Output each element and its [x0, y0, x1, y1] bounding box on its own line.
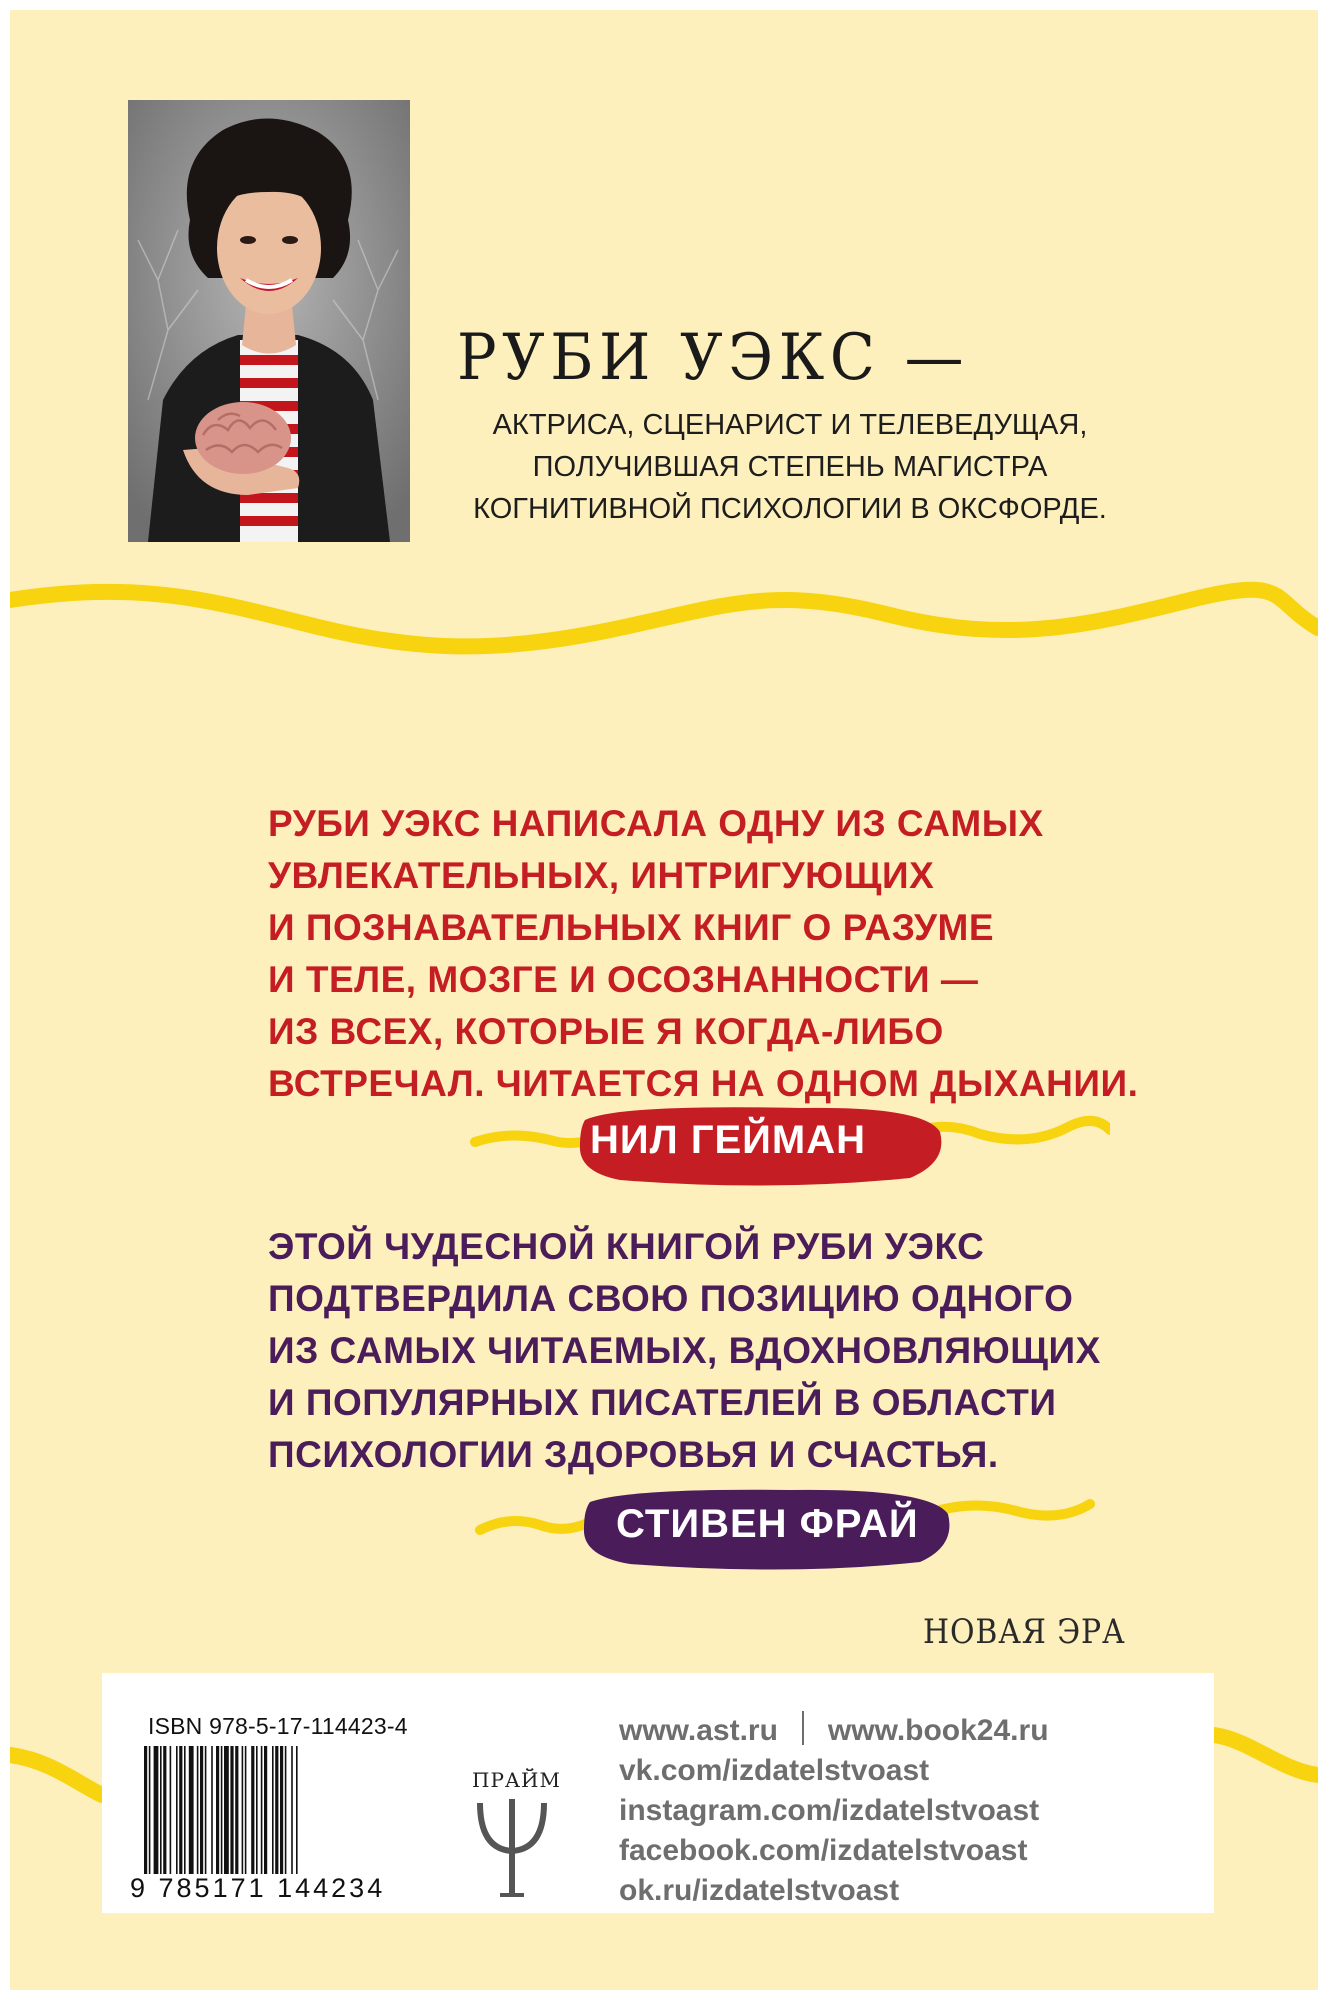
author-name: РУБИ УЭКС — [457, 321, 970, 395]
separator [802, 1711, 804, 1745]
author-bio [455, 404, 1125, 530]
author-bio-line: ПОЛУЧИВШАЯ СТЕПЕНЬ МАГИСТРА [532, 451, 1048, 483]
publisher-links [619, 1711, 1049, 1911]
quote-attribution-badge [470, 1480, 1110, 1575]
link-ast[interactable]: www.ast.ru [619, 1714, 778, 1747]
quote-text: РУБИ УЭКС НАПИСАЛА ОДНУ ИЗ САМЫХ УВЛЕКАТЕЛЬНЫХ, ИНТРИГУЮЩИХ И ПОЗНАВАТЕЛЬНЫХ КНИГ О РАЗУМЕ И ТЕЛЕ, МОЗГЕ И ОСОЗНАННОСТИ — ИЗ ВСЕХ, КОТОРЫЕ Я КОГДА-ЛИБО ВСТРЕЧАЛ. ЧИТАЕТСЯ НА ОДНОМ ДЫХАНИИ. [268, 803, 1139, 1104]
quote-attribution: НИЛ ГЕЙМАН [590, 1118, 867, 1162]
isbn: ISBN 978-5-17-114423-4 [148, 1713, 408, 1739]
author-photo [128, 100, 410, 542]
publisher-series: НОВАЯ ЭРА [923, 1612, 1126, 1652]
barcode-digits: 9 785171 144234 [130, 1873, 386, 1903]
quote-text: ЭТОЙ ЧУДЕСНОЙ КНИГОЙ РУБИ УЭКС ПОДТВЕРДИЛА СВОЮ ПОЗИЦИЮ ОДНОГО ИЗ САМЫХ ЧИТАЕМЫХ, ВДОХНОВЛЯЮЩИХ И ПОПУЛЯРНЫХ ПИСАТЕЛЕЙ В ОБЛАСТИ ПСИХОЛОГИИ ЗДОРОВЬЯ И СЧАСТЬЯ. [268, 1226, 1101, 1475]
link-book24[interactable]: www.book24.ru [827, 1714, 1049, 1747]
link-row [619, 1711, 1049, 1751]
link-instagram[interactable]: instagram.com/izdatelstvoast [619, 1794, 1040, 1827]
author-bio-line: КОГНИТИВНОЙ ПСИХОЛОГИИ В ОКСФОРДЕ. [473, 493, 1107, 525]
decorative-wave [10, 570, 1318, 670]
link-ok[interactable]: ok.ru/izdatelstvoast [619, 1874, 900, 1907]
quote-attribution: СТИВЕН ФРАЙ [616, 1502, 919, 1546]
barcode [144, 1746, 366, 1874]
link-facebook[interactable]: facebook.com/izdatelstvoast [619, 1834, 1028, 1867]
imprint-panel [102, 1673, 1214, 1913]
link-vk[interactable]: vk.com/izdatelstvoast [619, 1754, 930, 1787]
imprint-label: ПРАЙМ [472, 1768, 561, 1792]
quote-attribution-badge [470, 1100, 1110, 1190]
author-bio-line: АКТРИСА, СЦЕНАРИСТ И ТЕЛЕВЕДУЩАЯ, [492, 409, 1088, 441]
psi-icon [472, 1791, 552, 1901]
book-back-cover [10, 10, 1318, 1990]
